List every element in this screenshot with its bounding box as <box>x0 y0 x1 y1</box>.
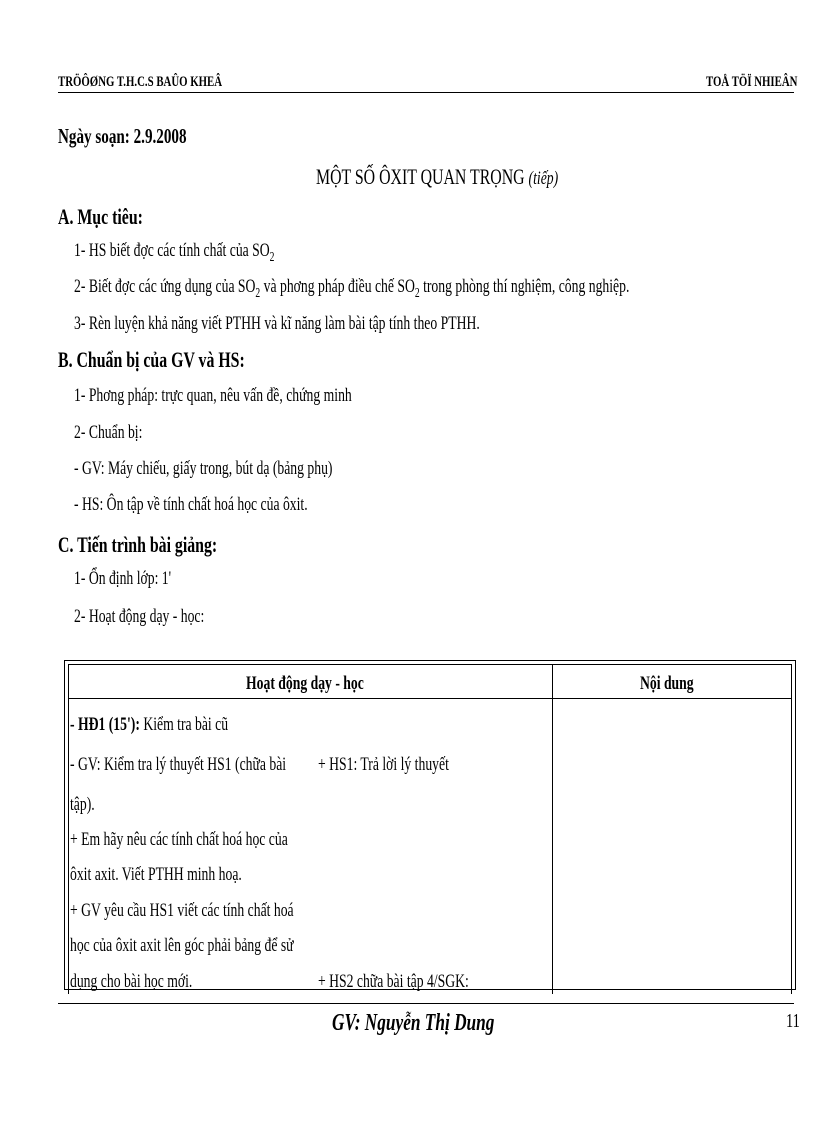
table-row-line8: dụng cho bài học mới. <box>70 971 193 992</box>
table-row-line3: tập). <box>70 794 95 815</box>
table-row-gv-check: - GV: Kiểm tra lý thuyết HS1 (chữa bài <box>70 754 287 775</box>
date-line: Ngày soạn: 2.9.2008 <box>58 124 187 148</box>
section-b-item-3: - GV: Máy chiếu, giấy trong, bút dạ (bảng phụ) <box>74 458 333 479</box>
page-number: 11 <box>786 1010 800 1032</box>
section-a-item-1: 1- HS biết đợc các tính chất của $SO_2$ <box>74 240 275 264</box>
department-name: TOÅ TÖÏ NHIEÂN <box>706 74 798 90</box>
page-title <box>316 164 652 190</box>
table-row-line5: ôxit axit. Viết PTHH minh hoạ. <box>70 864 242 885</box>
header-divider <box>58 92 794 93</box>
section-c-item-2: 2- Hoạt động dạy - học: <box>74 606 205 627</box>
section-c-heading: C. Tiến trình bài giảng: <box>58 532 218 557</box>
section-a-item-3: 3- Rèn luyện khả năng viết PTHH và kĩ năng làm bài tập tính theo PTHH. <box>74 313 480 334</box>
title-main: MỘT SỐ ÔXIT QUAN TRỌNG <box>316 164 525 189</box>
title-suffix: (tiếp) <box>528 168 559 189</box>
table-row-line6: + GV yêu cầu HS1 viết các tính chất hoá <box>70 900 294 921</box>
section-c-item-1: 1- Ổn định lớp: 1' <box>74 568 172 589</box>
section-a-heading: A. Mục tiêu: <box>58 204 143 229</box>
section-b-heading: B. Chuẩn bị của GV và HS: <box>58 347 245 372</box>
table-row-line7: học của ôxit axit lên góc phải bảng để sử <box>70 935 294 956</box>
table-header-activities: Hoạt động dạy - học <box>246 673 364 694</box>
table-row-hd1: - HĐ1 (15'): Kiểm tra bài cũ <box>70 714 229 735</box>
footer-divider <box>58 1003 794 1004</box>
section-b-item-2: 2- Chuẩn bị: <box>74 422 143 443</box>
teacher-name: GV: Nguyễn Thị Dung <box>332 1010 495 1036</box>
table-row-hs2: + HS2 chữa bài tập 4/SGK: <box>318 971 469 992</box>
table-row-hs1-answer: + HS1: Trả lời lý thuyết <box>318 754 449 775</box>
section-b-item-4: - HS: Ôn tập về tính chất hoá học của ôxit. <box>74 494 308 515</box>
table-row-line4: + Em hãy nêu các tính chất hoá học của <box>70 829 288 850</box>
section-b-item-1: 1- Phơng pháp: trực quan, nêu vấn đề, chứng minh <box>74 385 352 406</box>
table-header-content: Nội dung <box>640 673 694 694</box>
section-a-item-2: 2- Biết đợc các ứng dụng của $SO_2$ và phơng pháp điều chế $SO_2$ trong phòng thí nghiệm, công nghiệp. <box>74 276 630 300</box>
table-header-divider <box>68 698 792 699</box>
table-column-divider <box>552 664 553 994</box>
school-name: TRÖÔØNG T.H.C.S BAÛO KHEÂ <box>58 74 223 90</box>
